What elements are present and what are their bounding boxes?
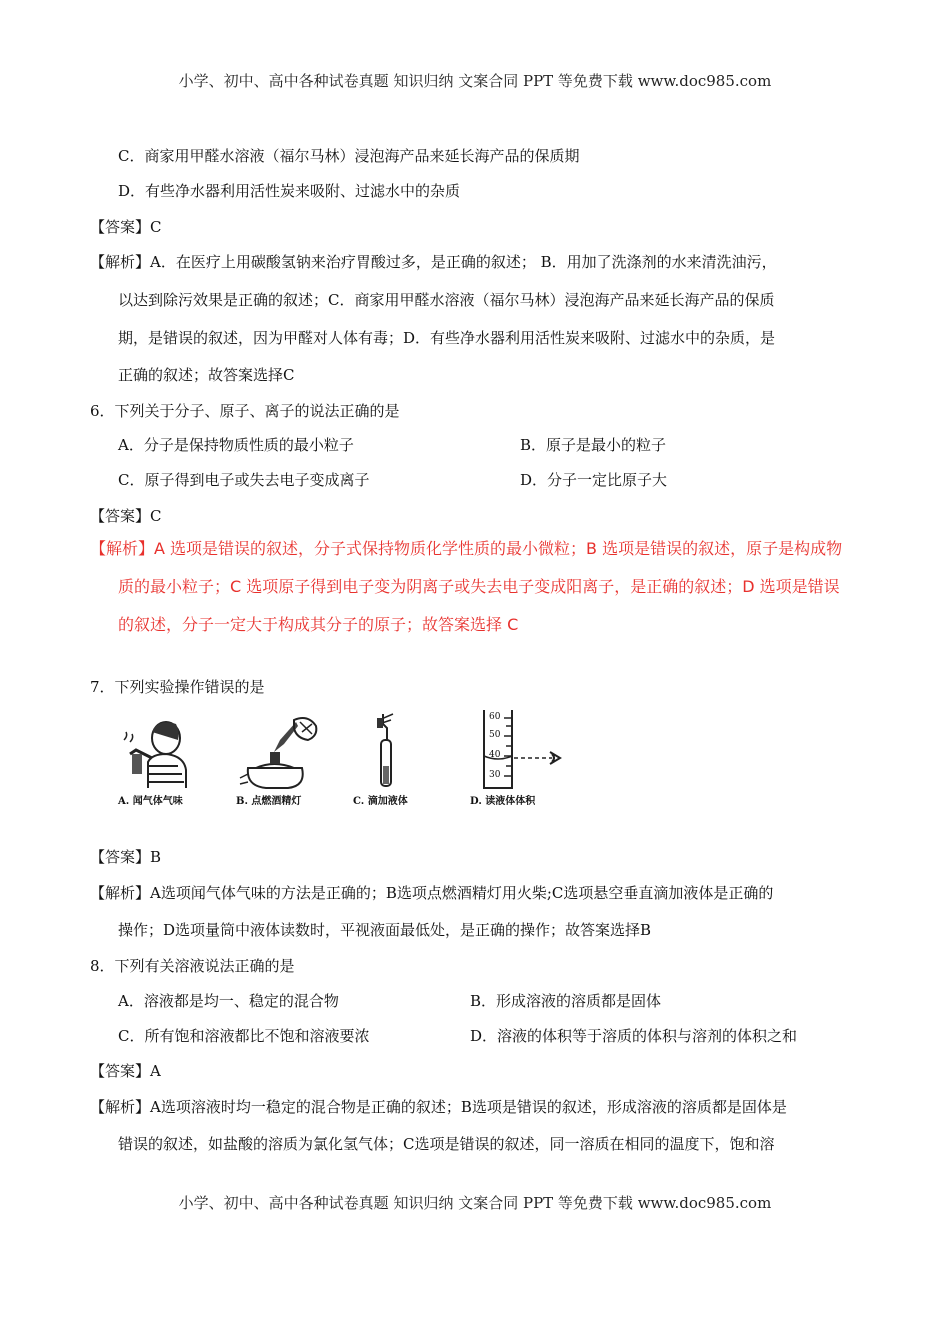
q8-option-a: A．溶液都是均一、稳定的混合物 bbox=[118, 992, 339, 1010]
q7-answer: 【答案】B bbox=[90, 848, 162, 866]
q5-analysis-line-3: 期，是错误的叙述，因为甲醛对人体有毒；D．有些净水器利用活性炭来吸附、过滤水中的杂质，是 bbox=[118, 329, 776, 347]
q5-analysis-line-4: 正确的叙述；故答案选择C bbox=[118, 366, 295, 384]
caption-b: B. 点燃酒精灯 bbox=[236, 796, 302, 807]
page-header: 小学、初中、高中各种试卷真题 知识归纳 文案合同 PPT 等免费下载 www.doc985.com bbox=[178, 72, 772, 90]
q8-analysis-line-2: 错误的叙述，如盐酸的溶质为氯化氢气体；C选项是错误的叙述，同一溶质在相同的温度下，饱和溶 bbox=[118, 1135, 775, 1153]
scale-tick-40: 40 bbox=[489, 750, 501, 760]
q5-option-d: D．有些净水器利用活性炭来吸附、过滤水中的杂质 bbox=[118, 182, 461, 200]
q8-analysis-line-1: 【解析】A选项溶液时均一稳定的混合物是正确的叙述；B选项是错误的叙述，形成溶液的溶质都是固体是 bbox=[90, 1098, 787, 1116]
q6-analysis-line-1: 【解析】A 选项是错误的叙述，分子式保持物质化学性质的最小微粒；B 选项是错误的叙述，原子是构成物 bbox=[90, 539, 843, 558]
q8-option-b: B．形成溶液的溶质都是固体 bbox=[470, 992, 662, 1010]
q6-answer: 【答案】C bbox=[90, 507, 162, 525]
q7-analysis-line-1: 【解析】A选项闻气体气味的方法是正确的；B选项点燃酒精灯用火柴;C选项悬空垂直滴加液体是正确的 bbox=[90, 884, 774, 902]
q5-analysis-line-2: 以达到除污效果是正确的叙述；C．商家用甲醛水溶液（福尔马林）浸泡海产品来延长海产品的保质 bbox=[118, 291, 775, 309]
q5-answer: 【答案】C bbox=[90, 218, 162, 236]
q6-analysis-line-2: 质的最小粒子；C 选项原子得到电子变为阴离子或失去电子变成阳离子，是正确的叙述；D 选项是错误 bbox=[118, 577, 840, 596]
q7-figure-row bbox=[118, 710, 568, 810]
q7-analysis-line-2: 操作；D选项量筒中液体读数时，平视液面最低处，是正确的操作；故答案选择B bbox=[118, 921, 652, 939]
figure-c-add-liquid bbox=[353, 710, 453, 810]
q5-option-c: C．商家用甲醛水溶液（福尔马林）浸泡海产品来延长海产品的保质期 bbox=[118, 147, 580, 165]
scale-tick-30: 30 bbox=[489, 770, 501, 780]
q7-stem: 7．下列实验操作错误的是 bbox=[90, 678, 265, 696]
person-smelling-icon bbox=[118, 710, 218, 792]
q8-answer: 【答案】A bbox=[90, 1062, 161, 1080]
q8-option-c: C．所有饱和溶液都比不饱和溶液要浓 bbox=[118, 1027, 370, 1045]
q8-option-d: D．溶液的体积等于溶质的体积与溶剂的体积之和 bbox=[470, 1027, 798, 1045]
q6-option-a: A．分子是保持物质性质的最小粒子 bbox=[118, 436, 354, 454]
q8-stem: 8．下列有关溶液说法正确的是 bbox=[90, 957, 295, 975]
scale-tick-60: 60 bbox=[489, 712, 501, 722]
caption-c: C. 滴加液体 bbox=[353, 796, 408, 807]
caption-d: D. 读液体体积 bbox=[470, 796, 536, 807]
q6-stem: 6．下列关于分子、原子、离子的说法正确的是 bbox=[90, 402, 400, 420]
graduated-cylinder-icon bbox=[470, 710, 570, 792]
caption-a: A. 闻气体气味 bbox=[118, 796, 183, 807]
q6-analysis-line-3: 的叙述，分子一定大于构成其分子的原子；故答案选择 C bbox=[118, 615, 519, 634]
figure-a-smell-gas bbox=[118, 710, 218, 810]
page-footer: 小学、初中、高中各种试卷真题 知识归纳 文案合同 PPT 等免费下载 www.doc985.com bbox=[178, 1194, 772, 1212]
q5-analysis-line-1: 【解析】A．在医疗上用碳酸氢钠来治疗胃酸过多，是正确的叙述； B．用加了洗涤剂的水来清洗油污， bbox=[90, 253, 777, 271]
dropper-tube-icon bbox=[353, 710, 453, 792]
figure-d-read-volume bbox=[470, 710, 570, 810]
scale-tick-50: 50 bbox=[489, 730, 501, 740]
q6-option-c: C．原子得到电子或失去电子变成离子 bbox=[118, 471, 370, 489]
q6-option-d: D．分子一定比原子大 bbox=[520, 471, 668, 489]
alcohol-lamp-icon bbox=[236, 710, 336, 792]
figure-b-light-lamp bbox=[236, 710, 336, 810]
q6-option-b: B．原子是最小的粒子 bbox=[520, 436, 667, 454]
